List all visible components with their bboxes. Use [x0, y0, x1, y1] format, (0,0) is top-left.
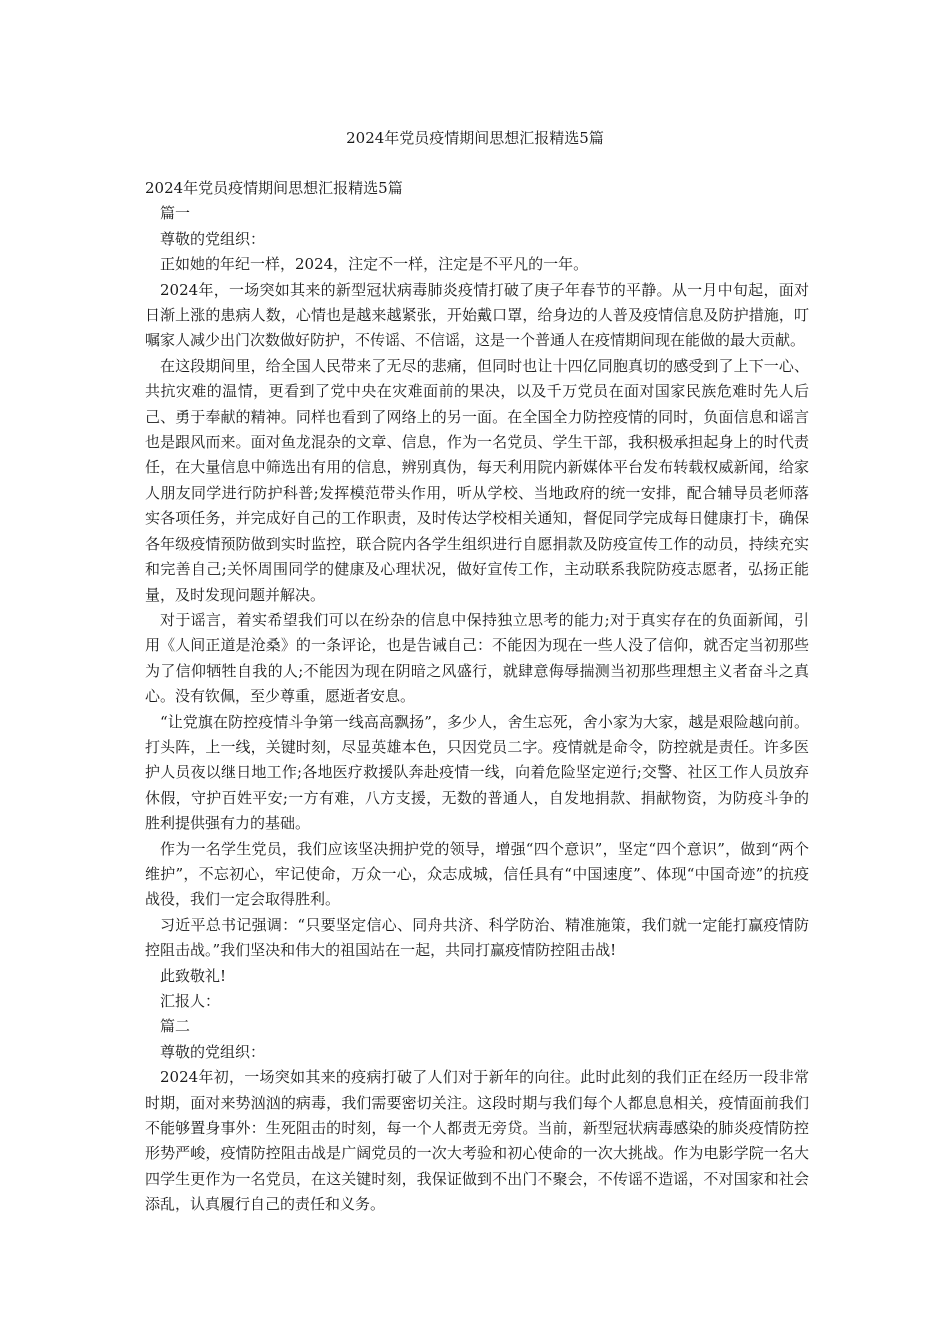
paragraph: 作为一名学生党员，我们应该坚决拥护党的领导，增强“四个意识”，坚定“四个意识”，做到“两个维护”，不忘初心，牢记使命，万众一心，众志成城，信任具有“中国速度”、体现“中国奇迹”的抗疫战役，我们一定会取得胜利。: [145, 839, 809, 909]
section-label: 篇二: [160, 1017, 191, 1036]
salutation: 尊敬的党组织：: [160, 1042, 266, 1061]
signature-line: 汇报人：: [160, 992, 221, 1010]
body-heading: 2024年党员疫情期间思想汇报精选5篇: [145, 179, 403, 197]
salutation: 尊敬的党组织：: [160, 229, 266, 248]
paragraph: 习近平总书记强调：“只要坚定信心、同舟共济、科学防治、精准施策，我们就一定能打赢疫情防控阻击战。”我们坚决和伟大的祖国站在一起，共同打赢疫情防控阻击战!: [145, 915, 809, 960]
paragraph: 对于谣言，着实希望我们可以在纷杂的信息中保持独立思考的能力;对于真实存在的负面新闻，引用《人间正道是沧桑》的一条评论，也是告诫自己：不能因为现在一些人没了信仰，就否定当初那些为了信仰牺牲自我的人;不能因为现在阴暗之风盛行，就肆意侮辱揣测当初那些理想主义者奋斗之真心。没有钦佩，至少尊重，愿逝者安息。: [145, 610, 809, 706]
closing: 此致敬礼!: [160, 966, 227, 985]
document-body: [145, 176, 809, 1218]
paragraph: “让党旗在防控疫情斗争第一线高高飘扬”，多少人，舍生忘死，舍小家为大家，越是艰险越向前。打头阵，上一线，关键时刻，尽显英雄本色，只因党员二字。疫情就是命令，防控就是责任。许多医护人员夜以继日地工作;各地医疗救援队奔赴疫情一线，向着危险坚定逆行;交警、社区工作人员放弃休假，守护百姓平安;一方有难，八方支援，无数的普通人，自发地捐款、捐献物资，为防疫斗争的胜利提供强有力的基础。: [145, 712, 809, 833]
paragraph: 2024年，一场突如其来的新型冠状病毒肺炎疫情打破了庚子年春节的平静。从一月中旬起，面对日渐上涨的患病人数，心情也是越来越紧张，开始戴口罩，给身边的人普及疫情信息及防护措施，叮嘱家人减少出门次数做好防护，不传谣、不信谣，这是一个普通人在疫情期间现在能做的最大贡献。: [145, 280, 809, 350]
section-label: 篇一: [160, 204, 191, 223]
paragraph: 2024年初，一场突如其来的疫病打破了人们对于新年的向往。此时此刻的我们正在经历一段非常时期，面对来势汹汹的病毒，我们需要密切关注。这段时期与我们每个人都息息相关，疫情面前我们不能够置身事外：生死阻击的时刻，每一个人都责无旁贷。当前，新型冠状病毒感染的肺炎疫情防控形势严峻，疫情防控阻击战是广阔党员的一次大考验和初心使命的一次大挑战。作为电影学院一名大四学生更作为一名党员，在这关键时刻，我保证做到不出门不聚会，不传谣不造谣，不对国家和社会添乱，认真履行自己的责任和义务。: [145, 1068, 809, 1214]
paragraph: 在这段期间里，给全国人民带来了无尽的悲痛，但同时也让十四亿同胞真切的感受到了上下一心、共抗灾难的温情，更看到了党中央在灾难面前的果决，以及千万党员在面对国家民族危难时先人后己、勇于奉献的精神。同样也看到了网络上的另一面。在全国全力防控疫情的同时，负面信息和谣言也是跟风而来。面对鱼龙混杂的文章、信息，作为一名党员、学生干部，我积极承担起身上的时代责任，在大量信息中筛选出有用的信息，辨别真伪，每天利用院内新媒体平台发布转载权威新闻，给家人朋友同学进行防护科普;发挥模范带头作用，听从学校、当地政府的统一安排，配合辅导员老师落实各项任务，并完成好自己的工作职责，及时传达学校相关通知，督促同学完成每日健康打卡，确保各年级疫情预防做到实时监控，联合院内各学生组织进行自愿捐款及防疫宣传工作的动员，持续充实和完善自己;关怀周围同学的健康及心理状况，做好宣传工作，主动联系我院防疫志愿者，弘扬正能量，及时发现问题并解决。: [145, 356, 809, 604]
document-title: 2024年党员疫情期间思想汇报精选5篇: [346, 129, 604, 147]
paragraph: 正如她的年纪一样，2024，注定不一样，注定是不平凡的一年。: [160, 255, 589, 274]
